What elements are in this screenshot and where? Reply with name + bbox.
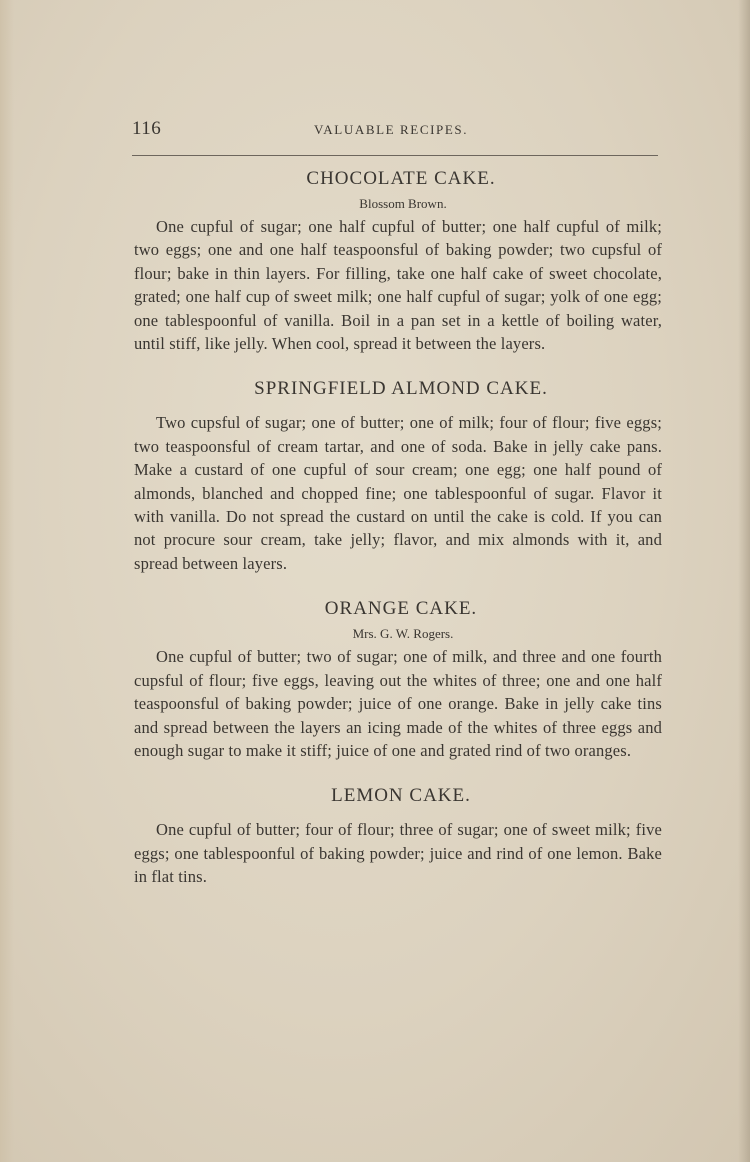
page-number: 116 [132, 118, 162, 139]
recipe-orange-cake [134, 593, 662, 762]
running-title: VALUABLE RECIPES. [314, 122, 469, 137]
recipe-title: SPRINGFIELD ALMOND CAKE. [254, 378, 548, 400]
recipe-body: One cupful of butter; four of flour; three of sugar; one of sweet milk; five eggs; one tablespoonful of baking powder; juice and rind of one lemon. Bake in flat tins. [134, 820, 662, 887]
page-content [134, 163, 662, 889]
recipe-title: LEMON CAKE. [331, 785, 471, 807]
recipe-body: One cupful of butter; two of sugar; one of milk, and three and one fourth cupsful of flour; five eggs, leaving out the whites of three; one and one half teaspoonsful of baking powder; juice of one orange. Bake in jelly cake tins and spread between the layers an icing made of the whites of three eggs and enough sugar to make it stiff; juice of one and grated rind of two oranges. [134, 647, 662, 760]
recipe-body: One cupful of sugar; one half cupful of butter; one half cupful of milk; two eggs; one and one half teaspoonsful of baking powder; two cupsful of flour; bake in thin layers. For filling, take one half cake of sweet chocolate, grated; one half cup of sweet milk; one half cupful of sugar; yolk of one egg; one tablespoonful of vanilla. Boil in a pan set in a kettle of boiling water, until stiff, like jelly. When cool, spread it between the layers. [134, 217, 662, 354]
page-edge-left [0, 0, 14, 1162]
header-rule [132, 155, 658, 157]
recipe-lemon-cake [134, 780, 662, 888]
recipe-chocolate-cake [134, 163, 662, 355]
recipe-author: Blossom Brown. [359, 196, 447, 211]
recipe-title: ORANGE CAKE. [324, 598, 478, 620]
page-edge-right [738, 0, 750, 1162]
recipe-author: Mrs. G. W. Rogers. [352, 626, 454, 642]
recipe-body: Two cupsful of sugar; one of butter; one of milk; four of flour; five eggs; two teaspoonsful of cream tartar, and one of soda. Bake in jelly cake pans. Make a custard of one cupful of sour cream; one egg; one half pound of almonds, blanched and chopped fine; one tablespoonful of sugar. Flavor it with vanilla. Do not spread the custard on until the cake is cold. If you can not procure sour cream, take jelly; flavor, and mix almonds with it, and spread between layers. [134, 413, 662, 573]
recipe-springfield-almond-cake [134, 373, 662, 575]
recipe-title: CHOCOLATE CAKE. [306, 168, 496, 189]
page-header [132, 118, 658, 142]
